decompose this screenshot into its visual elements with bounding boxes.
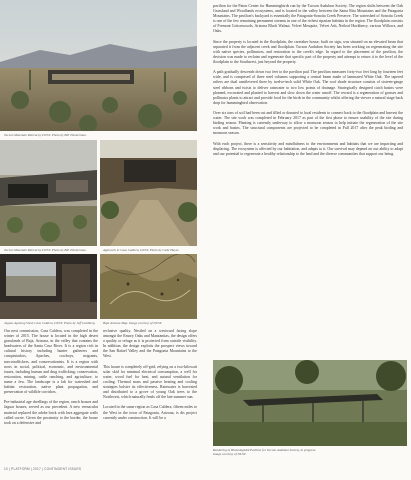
- page-footer: 10 | PLATFORM | 2017 | CONTINGENT ISSUES: [4, 467, 82, 471]
- house-photo-caption: Tucson Mountain Retreat by DUST. Photo by Bill Timmerman.: [4, 248, 87, 252]
- pavilion-rendering-image: [213, 360, 407, 446]
- interior-image: [0, 254, 97, 319]
- column-middle-text: reclusive quality. Nestled on a westward facing slope amongst the Emory Oaks and Manzanitas, the design offers a quality or refuge as it is protected from outside visibility. In addition, the design exploits the prospect views toward the San Rafael Valley and the Patagonia Mountains to the West. This house is completely off-grid, relying on a two-kilowatt solar skid for minimal electrical consumption, a well for water, wood fuel for heat, and natural ventilation for cooling. Thermal mass and passive heating and cooling strategies bolster its effectiveness. Rainwater is harvested and distributed to a grove of young Oak trees to the Northwest, which naturally fends off the late summer sun. Located in the same region as Casa Caldera, fifteen miles to the West in the town of Patagonia, Arizona, is dis project currently under construction. It will be a: [103, 329, 197, 420]
- house-photo: [0, 140, 97, 246]
- desert-landscape-photo: [0, 0, 197, 131]
- house-image: [0, 140, 97, 246]
- map-caption: Baja Arizona Map. Image courtesy of DUST.: [103, 321, 163, 325]
- rendering-caption-text: Rendering of Hummingbird Pavilion for Tucson Audubon Society, in progress. Image courtesy of DUST.: [213, 448, 317, 456]
- column-left-text: Our next commission, Casa Caldera, was completed in the winter of 2015. The house is located in the high desert grasslands of Baja, Arizona, in the valley that contains the headwaters of the Santa Cruz River. It is a region rich in cultural history including hunter gatherers and conquistadors, Apaches, cowboys, migrants, narcotraffickers, and conservationists. It is a region with roots in social, political, economic, and environmental issues, including human and drug trafficking; conservation, restoration, mining, cattle ranching, and agriculture, to name a few. The landscape is a lab for watershed and habitat restoration, native plant propagation, and preservation of wildlife corridors. Pre-industrial age dwellings of the region, ranch houses and Jaguar houses, served as our precedent. A new vernacular material replaced the adobe brick with lava aggregate walls called corrie. Given the proximity to the border, the house took on a defensive and: [4, 329, 98, 425]
- pavilion-rendering: [213, 360, 407, 446]
- courtyard-photo: [100, 140, 197, 246]
- article-column-right: [213, 4, 403, 162]
- rendering-caption: [213, 448, 323, 456]
- column-right-text: pavilion for the Paton Center for Hummingbirds run by the Tucson Audubon Society. The region shifts between the Oak Grassland and Woodlands ecosystems, and is located in the valley between the Santa Rita Mountains and the Patagonia Mountains. The pavilion's backyard is essentially the Patagonia-Sonoita Creek Preserve. The watershed of Sonoita Creek is one of the few remaining permanent streams in one of the richest riparian habitats in the region. The floodplain consists of Fremont Cottonwoods, Arizona Black Walnut, Velvet Mesquite, Velvet Ash, Netleaf Hackberry, various Willows, and Oaks. Since the property is located in the floodplain, the caretaker house, built on sign, was situated on an elevated berm that separated it from the adjacent creek and floodplain. Tucson Audubon Society has been working on regenerating the site with native species, pollinators, and restoration to the creek's edge. In regard to the placement of the pavilion, the decision was made to reclaim and regenerate that specific part of the property and attempt to return it to the level of the floodplain to the Southwest, just beyond the property. A path gradually descends down two feet to the pavilion pad. The pavilion measures forty-two feet long by fourteen feet wide, and is comprised of three steel columns supporting a central beam made of laminated White Oak. The tapered rafters are dual cantilevered three by twelve-inch solid White Oak. The roof shade structure consists of sixteen-gauge steel ribbons and twists to deliver rainwater to two low points of drainage. Strategically designed catch basins were planned, excavated and planted to harvest and slow down the water runoff. The reward is a regeneration of grasses and pollinator plants to attract and provide food for the birds in the community whilst offering the viewer a natural stage back drop for hummingbird observation. Over six tons of soil had been cut and filled or donated to local residents to connect back to the floodplain and harvest the water. The site work was completed in February 2017 as part of the first phase to ensure usability of the site during birding season. Planting is currently underway to allow a monsoon season to help initiate the regeneration of the site work and basins. The structural components are projected to be completed in Fall 2017 after the peak birding and monsoon season. With each project, there is a sensitivity and mindfulness to the environments and habitats that we are impacting and displacing. The ecosystem is affected by our habitation, and adapts to it. Our survival may depend on our ability to adapt and our potential to regenerate a healthy relationship to the land and the diverse communities that support our being.: [213, 4, 403, 156]
- map-graphic: [100, 254, 197, 319]
- article-column-left: [4, 329, 98, 431]
- article-column-middle: [103, 329, 197, 426]
- desert-landscape-image: [0, 0, 197, 131]
- interior-photo-caption: Jaguar-Ajaxhog Shed, Casa Caldera, DUST. Photo by Jeff Goldberg.: [4, 321, 96, 325]
- courtyard-photo-caption: Approach to Casa Caldera, DUST. Photo by Cade Hayes.: [103, 248, 180, 252]
- courtyard-image: [100, 140, 197, 246]
- map-image: [100, 254, 197, 319]
- desert-photo-caption: Tucson Mountain Retreat by DUST. Photo by Bill Timmerman.: [4, 133, 87, 137]
- interior-photo: [0, 254, 97, 319]
